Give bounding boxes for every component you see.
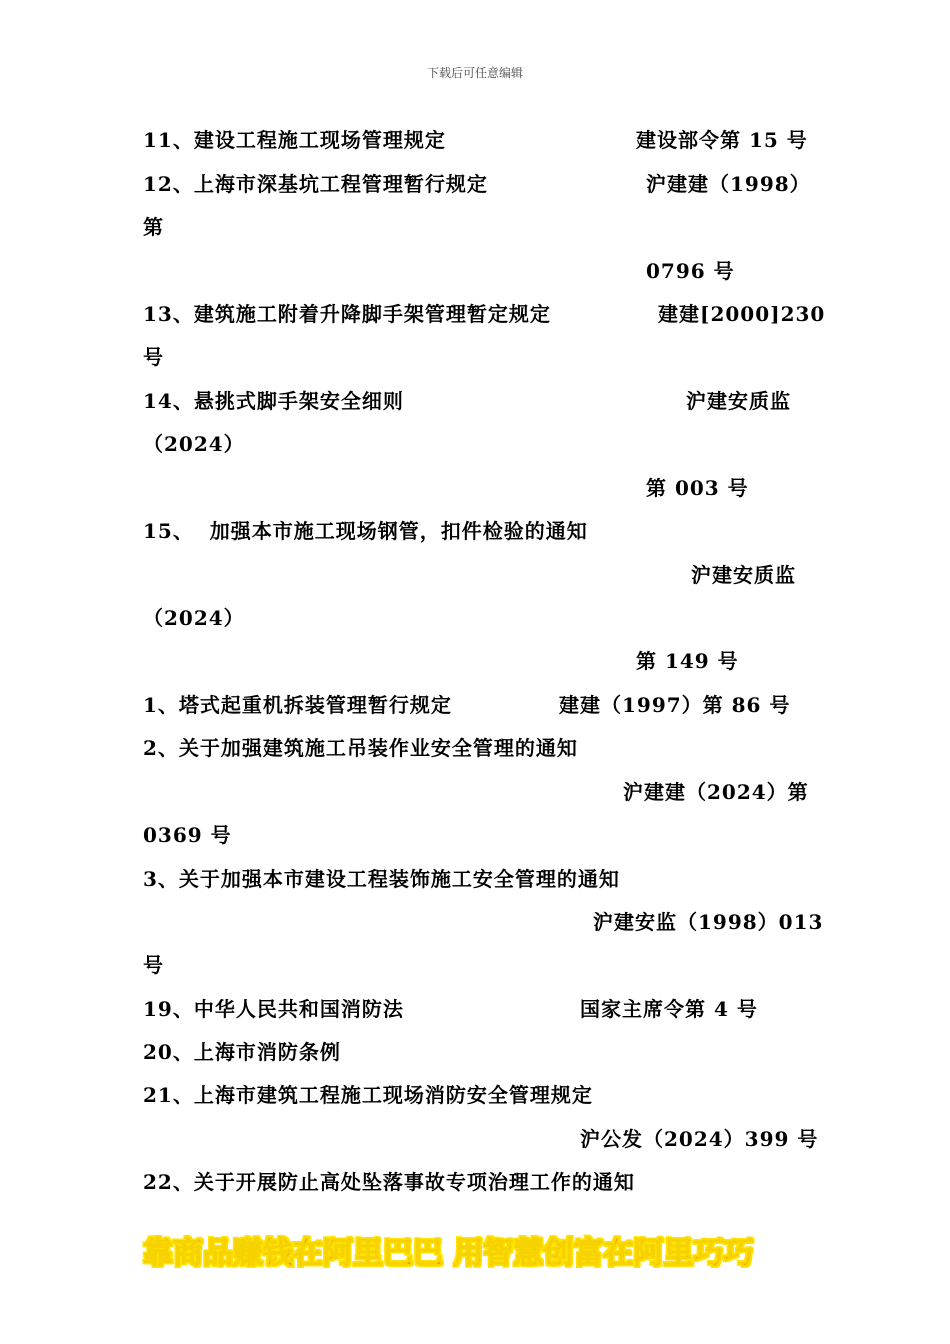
item-3-title: 3、关于加强本市建设工程装饰施工安全管理的通知 bbox=[143, 867, 620, 891]
item-14-ref-a: 沪建安质监 bbox=[686, 389, 791, 413]
item-15-ref-c: 第 149 号 bbox=[636, 649, 739, 673]
item-12-ref-a: 沪建建（1998） bbox=[646, 172, 811, 196]
item-11-ref: 建设部令第 15 号 bbox=[636, 128, 808, 152]
item-19-ref: 国家主席令第 4 号 bbox=[580, 997, 758, 1021]
item-14-ref-c: 第 003 号 bbox=[646, 476, 749, 500]
item-11-title: 11、建设工程施工现场管理规定 bbox=[143, 128, 446, 152]
item-3-ref-b: 号 bbox=[143, 953, 164, 977]
item-19-title: 19、中华人民共和国消防法 bbox=[143, 997, 404, 1021]
item-14-title: 14、悬挑式脚手架安全细则 bbox=[143, 389, 404, 413]
item-13-ref-a: 建建[2000]230 bbox=[658, 302, 826, 326]
header-note: 下载后可任意编辑 bbox=[426, 66, 523, 80]
item-12-ref-c: 0796 号 bbox=[646, 259, 735, 283]
item-3-ref-a: 沪建安监（1998）013 bbox=[593, 910, 824, 934]
item-1-ref: 建建（1997）第 86 号 bbox=[559, 693, 791, 717]
item-1-title: 1、塔式起重机拆装管理暂行规定 bbox=[143, 693, 452, 717]
item-15-title: 15、 加强本市施工现场钢管，扣件检验的通知 bbox=[143, 519, 588, 543]
item-15-ref-b: （2024） bbox=[143, 606, 245, 630]
item-12-ref-b: 第 bbox=[143, 215, 164, 239]
item-22-title: 22、关于开展防止高处坠落事故专项治理工作的通知 bbox=[143, 1170, 635, 1194]
item-14-ref-b: （2024） bbox=[143, 432, 245, 456]
item-2-title: 2、关于加强建筑施工吊装作业安全管理的通知 bbox=[143, 736, 578, 760]
item-2-ref-a: 沪建建（2024）第 bbox=[623, 780, 809, 804]
item-20-title: 20、上海市消防条例 bbox=[143, 1040, 341, 1064]
item-21-title: 21、上海市建筑工程施工现场消防安全管理规定 bbox=[143, 1083, 593, 1107]
item-2-ref-b: 0369 号 bbox=[143, 823, 232, 847]
promo-banner: 靠商品赚钱在阿里巴巴 用智慧创富在阿里巧巧 bbox=[143, 1236, 754, 1271]
item-12-title: 12、上海市深基坑工程管理暂行规定 bbox=[143, 172, 488, 196]
item-15-ref-a: 沪建安质监 bbox=[691, 563, 796, 587]
item-21-ref: 沪公发（2024）399 号 bbox=[580, 1127, 819, 1151]
item-13-ref-b: 号 bbox=[143, 345, 164, 369]
item-13-title: 13、建筑施工附着升降脚手架管理暂定规定 bbox=[143, 302, 551, 326]
